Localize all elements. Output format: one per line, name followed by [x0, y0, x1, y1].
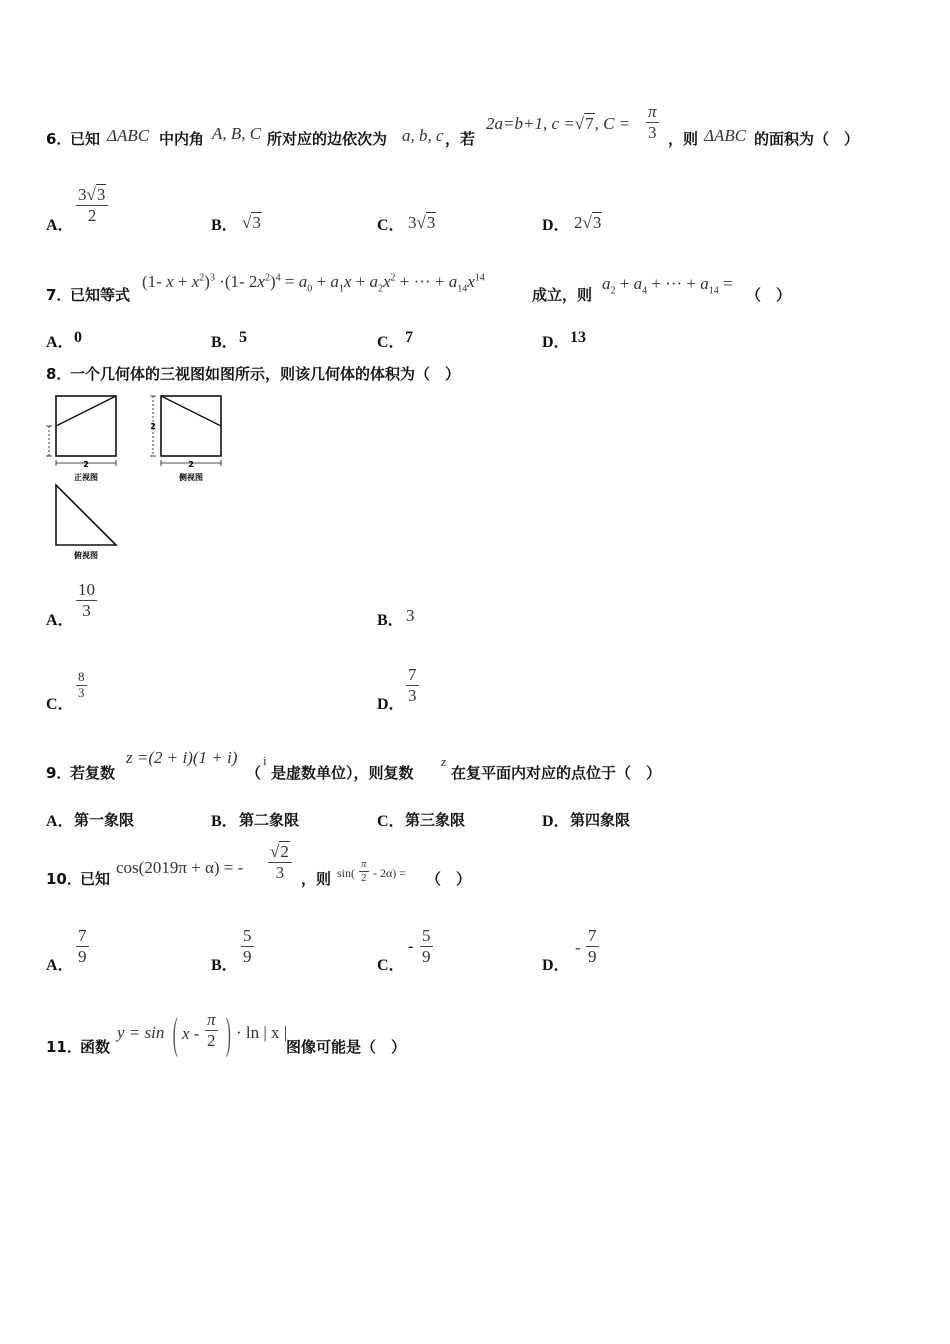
math-identity: (1- $x + x^2)^3 \cdot(1-$ $2x^2)^4 = a_0 + a_1x + a_2x^2$ + ··· + $a_{14}x^{14}$ — [142, 272, 485, 295]
math-sum: $a_2 + a_4$ + ··· + $a_{14}$ = — [602, 274, 733, 297]
question-11 — [46, 1008, 926, 1068]
side-view-label: 侧视图 — [179, 473, 203, 482]
q8-options — [46, 580, 746, 715]
math-condition: 2a=b+1, c =√7, C = — [486, 114, 631, 133]
option-value: 5 — [239, 329, 247, 346]
option-label[interactable]: D． — [542, 334, 570, 351]
front-view — [46, 396, 116, 466]
math-x: x - — [182, 1024, 200, 1043]
option-d-value: $\frac{7}{3}$ — [408, 665, 417, 705]
option-label[interactable]: B． — [211, 957, 238, 974]
option-label[interactable]: C． — [377, 813, 405, 830]
option-label[interactable]: D． — [542, 217, 570, 234]
option-b-value: 3 — [406, 606, 415, 625]
math-triangle: ΔABC — [704, 126, 747, 145]
q9-options — [46, 808, 746, 830]
option-label[interactable]: C． — [377, 334, 405, 351]
math-fraction: $\frac{√2}{3}$ — [268, 842, 292, 882]
question-text: 已知 — [70, 130, 101, 148]
question-text: 函数 — [80, 1038, 111, 1056]
question-number: 6． — [46, 130, 72, 148]
math-formula: z =(2 + i)(1 + i) — [126, 748, 238, 767]
side-height-label: 2 — [150, 422, 156, 431]
option-a-value: $\frac{7}{9}$ — [78, 926, 87, 966]
question-text: （ ） — [426, 870, 472, 888]
top-view-label: 俯视图 — [74, 551, 98, 560]
option-label[interactable]: D． — [377, 696, 405, 713]
math-fraction: $\frac{\pi}{2}$ — [207, 1010, 216, 1050]
option-a-value: $\frac{10}{3}$ — [78, 580, 95, 620]
option-d-value: 2√3 — [574, 213, 602, 232]
question-text: 的面积为（ ） — [754, 130, 860, 148]
question-7 — [46, 268, 926, 308]
math-imag: i — [263, 753, 267, 768]
side-dim-label: 2 — [188, 460, 194, 469]
option-value: 0 — [74, 329, 82, 346]
math-sides: a, b, c — [402, 126, 444, 145]
option-value: 13 — [570, 329, 586, 346]
paren-right: ) — [225, 1009, 231, 1058]
front-dim-label: 2 — [83, 460, 89, 469]
math-cos-expr: cos(2019π + α) = - — [116, 858, 244, 877]
side-view — [150, 396, 221, 466]
option-sign: - — [575, 938, 581, 957]
option-label[interactable]: A． — [46, 957, 74, 974]
option-label[interactable]: C． — [377, 957, 405, 974]
math-triangle: ΔABC — [107, 126, 150, 145]
question-number: 8． — [46, 365, 72, 383]
option-label[interactable]: A． — [46, 217, 74, 234]
option-d-value: $\frac{7}{9}$ — [588, 926, 597, 966]
option-value: 第一象限 — [74, 811, 135, 829]
option-c-value: $\frac{5}{9}$ — [422, 926, 431, 966]
math-sin-expr-b: - 2α) = — [373, 866, 407, 880]
math-func: y = sin — [117, 1023, 165, 1042]
option-value: 第四象限 — [570, 811, 631, 829]
option-label[interactable]: B． — [211, 813, 238, 830]
option-label[interactable]: D． — [542, 957, 570, 974]
question-text: 中内角 — [159, 130, 205, 148]
option-c-value: $\frac{8}{3}$ — [78, 669, 85, 700]
option-a-value: $\frac{3√3}{2}$ — [76, 185, 108, 225]
math-angles: A, B, C — [212, 124, 262, 143]
q10-options — [46, 926, 746, 976]
question-number: 10． — [46, 870, 82, 888]
question-number: 7． — [46, 286, 72, 304]
question-text: 图像可能是（ ） — [286, 1038, 407, 1056]
question-text: 已知 — [80, 870, 111, 888]
math-z: z — [441, 754, 447, 769]
math-sin-expr-a: sin( — [337, 866, 355, 880]
option-value: 7 — [405, 329, 413, 346]
math-ln: · ln | x | — [236, 1023, 288, 1042]
option-label[interactable]: D． — [542, 813, 570, 830]
q7-options — [46, 329, 746, 351]
question-10 — [46, 842, 926, 897]
option-label[interactable]: A． — [46, 813, 74, 830]
option-label[interactable]: A． — [46, 334, 74, 351]
option-label[interactable]: C． — [46, 696, 74, 713]
question-number: 9． — [46, 764, 72, 782]
option-label[interactable]: B． — [377, 612, 404, 629]
q6-options — [46, 185, 746, 245]
option-label[interactable]: A． — [46, 612, 74, 629]
question-text: ，若 — [445, 130, 476, 148]
question-text: （ ） — [746, 286, 792, 304]
paren-left: ( — [172, 1009, 178, 1058]
question-text: 所对应的边依次为 — [267, 130, 388, 148]
question-text: （ — [246, 764, 262, 782]
math-sin-frac: $\frac{\pi}{2}$ — [361, 858, 367, 884]
question-text: 若复数 — [70, 764, 116, 782]
option-sign: - — [408, 938, 414, 955]
option-label[interactable]: C． — [377, 217, 405, 234]
front-view-label: 正视图 — [74, 473, 98, 482]
option-c-value: 3√3 — [408, 213, 436, 232]
question-8 — [46, 363, 746, 385]
option-b-value: $\frac{5}{9}$ — [243, 926, 252, 966]
option-label[interactable]: B． — [211, 334, 238, 351]
question-number: 11． — [46, 1038, 82, 1056]
question-text: 在复平面内对应的点位于（ ） — [451, 764, 662, 782]
math-fraction: $\frac{\pi}{3}$ — [648, 102, 657, 142]
option-value: 第三象限 — [405, 811, 466, 829]
question-text: ，则 — [668, 130, 699, 148]
option-b-value: √3 — [242, 213, 261, 232]
option-label[interactable]: B． — [211, 217, 238, 234]
question-text: 是虚数单位），则复数 — [271, 764, 414, 782]
question-text: 一个几何体的三视图如图所示，则该几何体的体积为（ ） — [70, 365, 461, 383]
three-view-figure — [40, 390, 240, 565]
question-text: 已知等式 — [70, 286, 131, 304]
question-6 — [46, 104, 926, 154]
top-view — [56, 485, 116, 545]
question-9 — [46, 745, 926, 785]
question-text: 成立，则 — [532, 286, 593, 304]
option-value: 第二象限 — [239, 811, 300, 829]
question-text: ，则 — [301, 870, 332, 888]
